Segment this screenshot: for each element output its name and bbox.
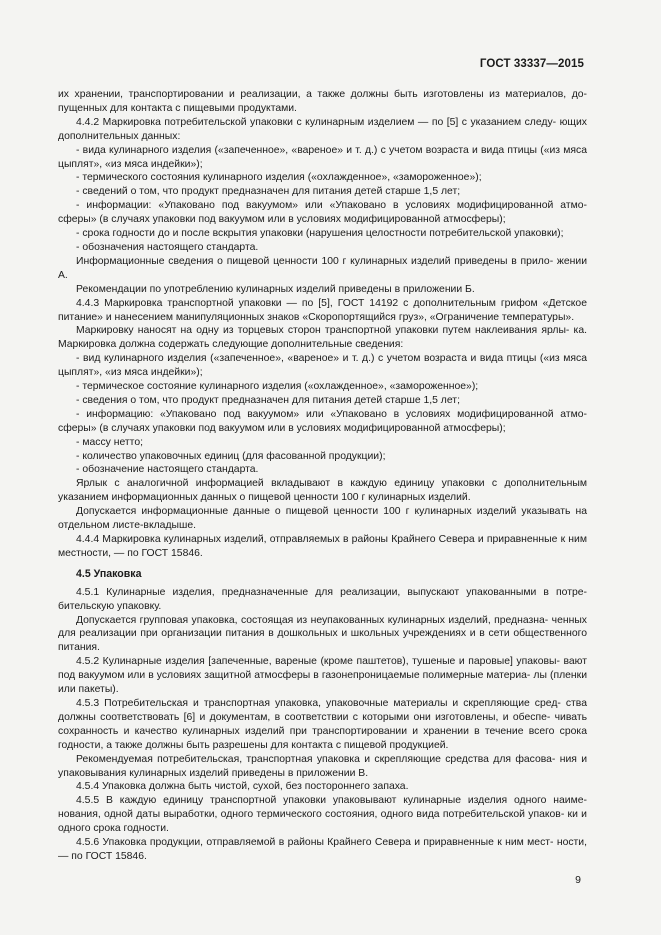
paragraph: 4.5.4 Упаковка должна быть чистой, сухой, без постороннего запаха. xyxy=(76,781,409,793)
paragraph: - информацию: «Упаковано под вакуумом» или «Упаковано в условиях модифицированной атмо- сферы» (в случаях упаковки под вакуумом или в условиях модифицированной атмосферы); xyxy=(58,408,587,434)
paragraph: - термического состояния кулинарного изделия («охлажденное», «замороженное»); xyxy=(76,172,482,184)
paragraph: 4.4.2 Маркировка потребительской упаковки с кулинарным изделием — по [5] с указанием следу- ющих дополнительных данных: xyxy=(58,116,587,142)
paragraph: Информационные сведения о пищевой ценности 100 г кулинарных изделий приведены в прило- жении А. xyxy=(58,255,587,281)
paragraph: их хранении, транспортировании и реализации, а также должны быть изготовлены из материалов, до- пущенных для контакта с пищевыми продуктами. xyxy=(58,89,587,114)
paragraph: - массу нетто; xyxy=(76,436,143,448)
paragraph: Рекомендации по употреблению кулинарных изделий приведены в приложении Б. xyxy=(76,283,475,295)
paragraph: Рекомендуемая потребительская, транспортная упаковка и скрепляющие средства для фасова- ния и упаковывания кулинарных изделий приведены в приложении В. xyxy=(58,753,587,779)
paragraph: 4.4.4 Маркировка кулинарных изделий, отправляемых в районы Крайнего Севера и приравненные к ним местности, — по ГОСТ 15846. xyxy=(58,534,587,559)
paragraph: - обозначение настоящего стандарта. xyxy=(76,464,259,476)
paragraph: - срока годности до и после вскрытия упаковки (нарушения целостности потребительской упаковки); xyxy=(76,228,564,240)
paragraph: - сведений о том, что продукт предназначен для питания детей старше 1,5 лет; xyxy=(76,186,461,198)
paragraph: Маркировку наносят на одну из торцевых сторон транспортной упаковки путем наклеивания ярлы- ка. Маркировка должна содержать следующие дополнительные сведения: xyxy=(58,325,587,351)
paragraph: 4.4.3 Маркировка транспортной упаковки — по [5], ГОСТ 14192 с дополнительным грифом «Детское питание» и нанесением манипуляционных знаков «Скоропортящийся груз», «Ограничение температуры». xyxy=(58,297,587,323)
paragraph: - сведения о том, что продукт предназначен для питания детей старше 1,5 лет; xyxy=(76,394,460,406)
paragraph: 4.5.3 Потребительская и транспортная упаковка, упаковочные материалы и скрепляющие сред- ства должны соответствовать [6] и документам, в соответствии с которыми они изготовлены, и обеспе- чивать сохранность и качество кулинарных изделий при транспортировании и хранении в течение всего срока годности, а также должны быть разрешены для контакта с пищевой продукцией. xyxy=(58,697,587,751)
paragraph: Ярлык с аналогичной информацией вкладывают в каждую единицу упаковки с дополнительным указанием информационных данных о пищевой ценности 100 г кулинарных изделий. xyxy=(58,478,587,504)
paragraph: - количество упаковочных единиц (для фасованной продукции); xyxy=(76,450,386,462)
paragraph: 4.5.6 Упаковка продукции, отправляемой в районы Крайнего Севера и приравненные к ним мест- ности, — по ГОСТ 15846. xyxy=(58,837,587,862)
paragraph: Допускается информационные данные о пищевой ценности 100 г кулинарных изделий указывать на отдельном листе-вкладыше. xyxy=(58,506,587,532)
paragraph: - вид кулинарного изделия («запеченное», «вареное» и т. д.) с учетом возраста и вида птицы («из мяса цыплят», «из мяса индейки»); xyxy=(58,353,587,379)
page-number: 9 xyxy=(575,874,581,886)
section-heading: 4.5 Упаковка xyxy=(76,567,142,580)
paragraph: - обозначения настоящего стандарта. xyxy=(76,241,259,253)
paragraph: Допускается групповая упаковка, состоящая из неупакованных кулинарных изделий, предназна- ченных для реализации при организации питания в дошкольных и школьных учреждениях и в сети общественного питания. xyxy=(58,614,587,654)
paragraph: - вида кулинарного изделия («запеченное», «вареное» и т. д.) с учетом возраста и вида птицы («из мяса цыплят», «из мяса индейки»); xyxy=(58,144,587,170)
document-header: ГОСТ 33337—2015 xyxy=(479,58,584,70)
document-body xyxy=(58,88,587,864)
paragraph: 4.5.2 Кулинарные изделия [запеченные, вареные (кроме паштетов), тушеные и паровые] упаковы- вают под вакуумом или в условиях защитной атмосферы в газонепроницаемые полимерные материа- лы (пленки или пакеты). xyxy=(58,656,587,696)
paragraph: - термическое состояние кулинарного изделия («охлажденное», «замороженное»); xyxy=(76,381,479,393)
paragraph: - информации: «Упаковано под вакуумом» или «Упаковано в условиях модифицированной атмо- сферы» (в случаях упаковки под вакуумом или в условиях модифицированной атмосферы); xyxy=(58,200,587,226)
paragraph: 4.5.5 В каждую единицу транспортной упаковки упаковывают кулинарные изделия одного наиме- нования, одной даты выработки, одного термического состояния, одного вида потребительской упаков- ки и одного срока годности. xyxy=(58,795,587,835)
paragraph: 4.5.1 Кулинарные изделия, предназначенные для реализации, выпускают упакованными в потре- бительскую упаковку. xyxy=(58,586,587,612)
